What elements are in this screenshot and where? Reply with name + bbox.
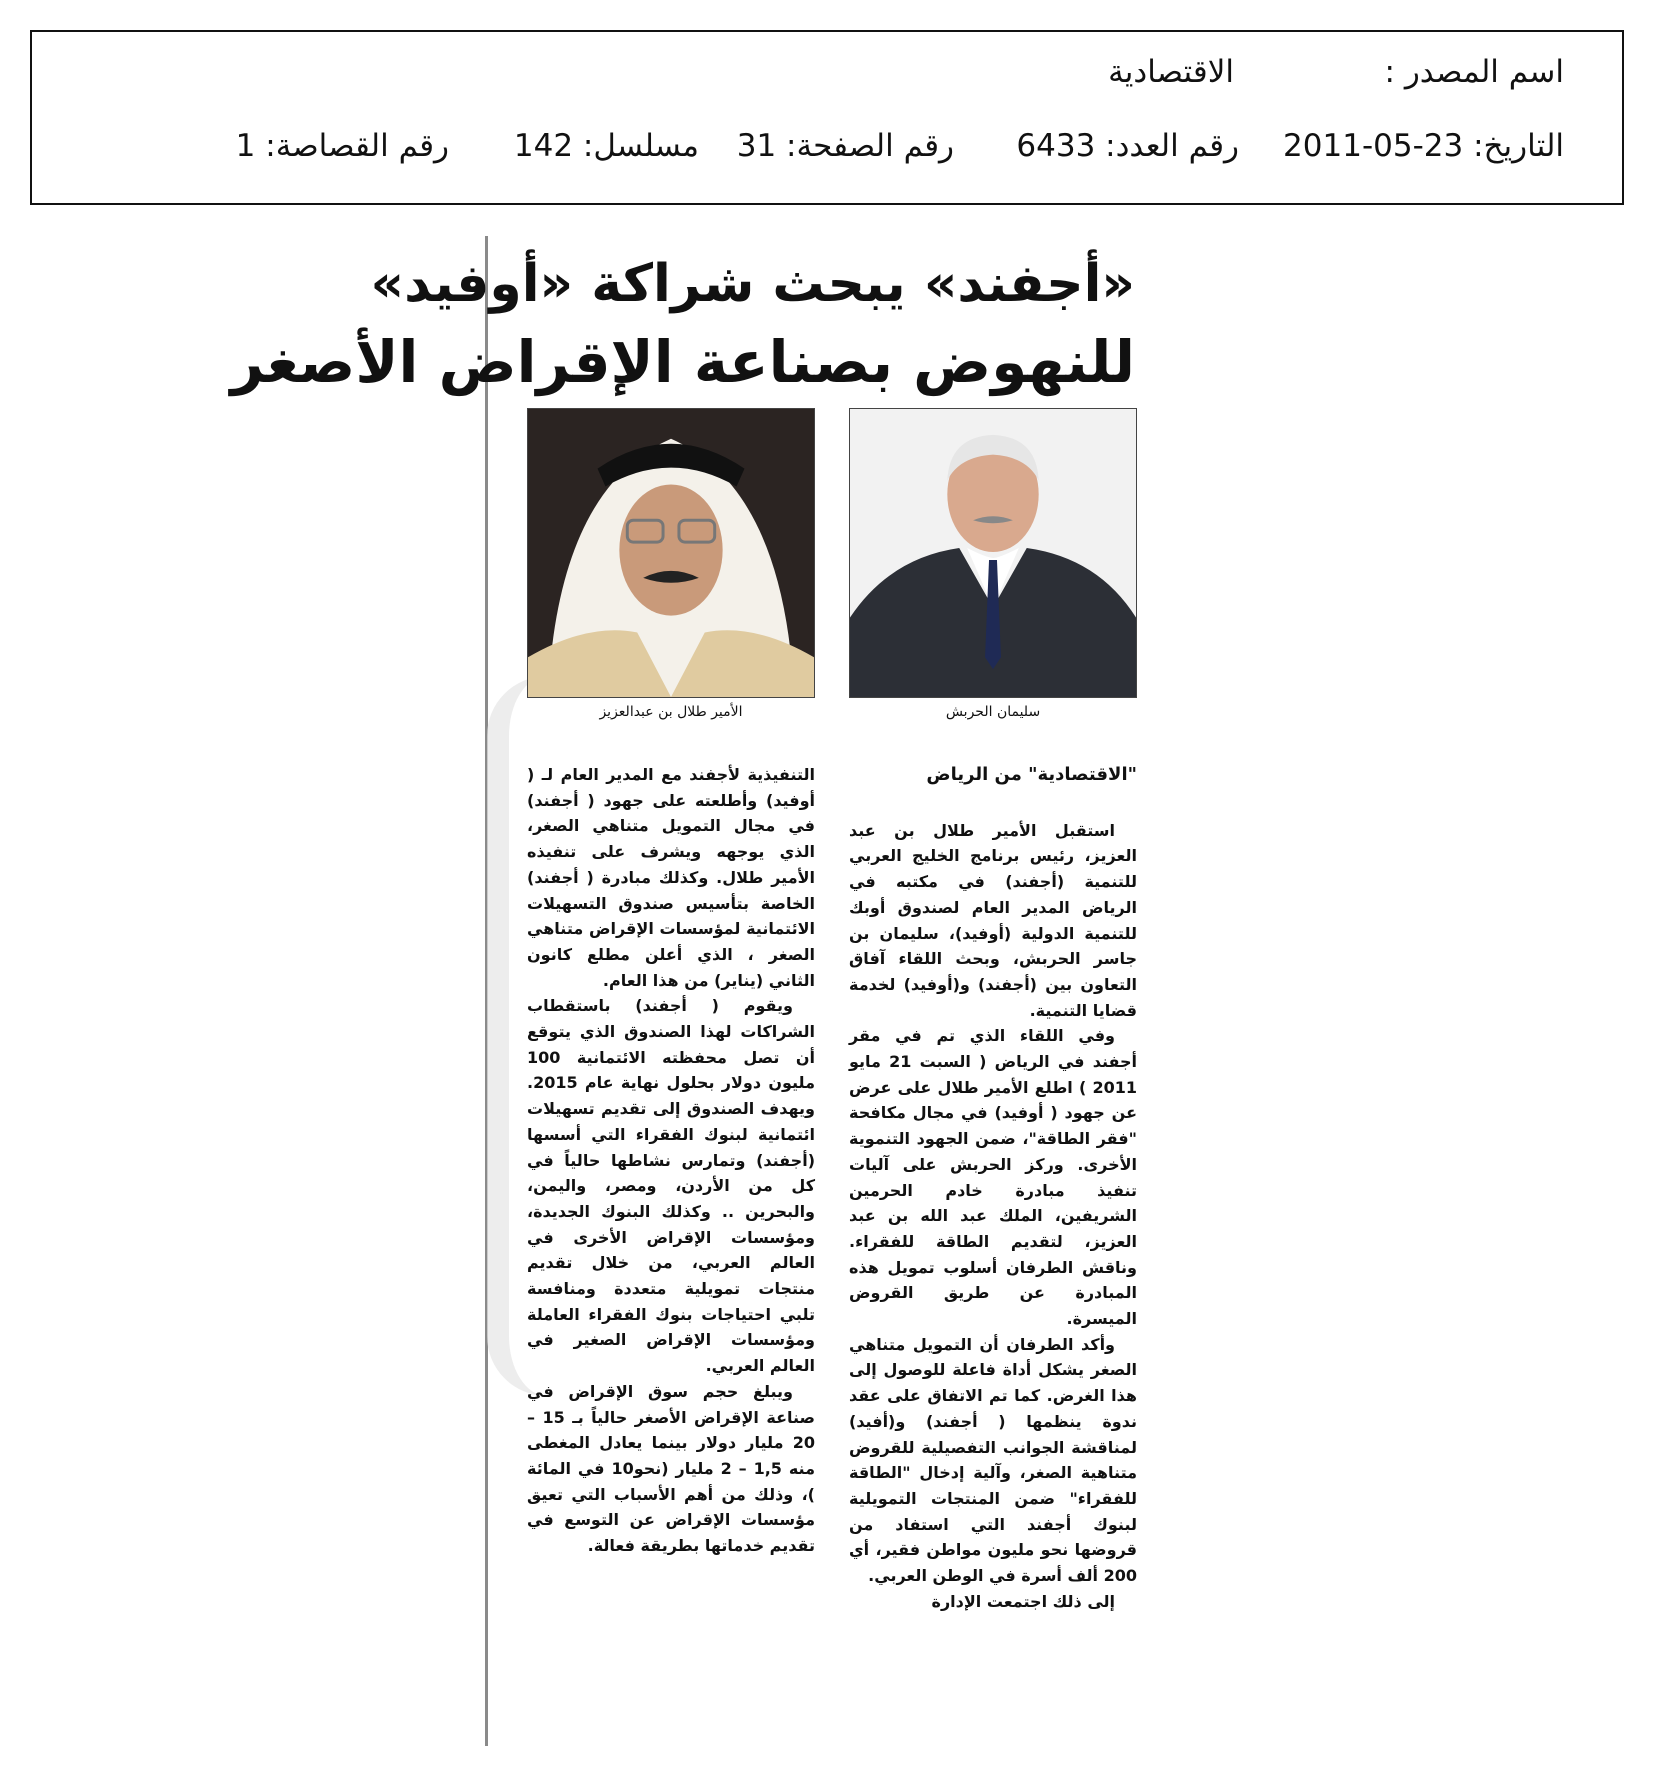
paragraph: ويبلغ حجم سوق الإقراض في صناعة الإقراض الأصغر حالياً بـ 15 – 20 مليار دولار بينما يعادل المغطى منه 1,5 – 2 مليار (نحو10 في المائة )، وذلك من أهم الأسباب التي تعيق مؤسسات الإقراض عن التوسع في تقديم خدماتها بطريقة فعالة. (527, 1381, 815, 1556)
photo-suleiman-alherbish (849, 408, 1137, 698)
serial-number: مسلسل: 142 (513, 128, 699, 164)
headline-line-1: «أجفند» يبحث شراكة «أوفيد» (370, 254, 1135, 314)
page-number: رقم الصفحة: 31 (736, 128, 954, 164)
source-value: الاقتصادية (1108, 54, 1234, 90)
source-label: اسم المصدر : (1384, 54, 1564, 90)
paragraph: وأكد الطرفان أن التمويل متناهي الصغر يشكل أداة فاعلة للوصول إلى هذا الغرض. كما تم الاتفاق على عقد ندوة ينظمها ( أجفند) و(أفيد) لمناقشة الجوانب التفصيلية للقروض متناهية الصغر، وآلية إدخال "الطاقة للفقراء" ضمن المنتجات التمويلية لبنوك أجفند التي استفاد من قروضها نحو مليون مواطن فقير، أي 200 ألف أسرة في الوطن العربي. (849, 1334, 1137, 1586)
photo-caption-left: الأمير طلال بن عبدالعزيز (599, 704, 743, 720)
article-column-right (849, 762, 1137, 1615)
paragraph: التنفيذية لأجفند مع المدير العام لـ ( أوفيد) وأطلعته على جهود ( أجفند) في مجال التمويل متناهي الصغر، الذي يوجهه ويشرف على تنفيذه الأمير طلال. وكذلك مبادرة ( أجفند) الخاصة بتأسيس صندوق التسهيلات الائتمانية لمؤسسات الإقراض متناهي الصغر ، الذي أعلن مطلع كانون الثاني (يناير) من هذا العام. (527, 765, 815, 990)
headline-line-2: للنهوض بصناعة الإقراض الأصغر (230, 328, 1135, 396)
paragraph: إلى ذلك اجتمعت الإدارة (931, 1591, 1115, 1611)
photo-prince-talal (527, 408, 815, 698)
issue-number: رقم العدد: 6433 (1016, 128, 1239, 164)
photo-caption-right: سليمان الحربش (945, 704, 1041, 720)
paragraph: وفي اللقاء الذي تم في مقر أجفند في الرياض ( السبت 21 مايو 2011 ) اطلع الأمير طلال على عرض عن جهود ( أوفيد) في مجال مكافحة "فقر الطاقة"، ضمن الجهود التنموية الأخرى. وركز الحربش على آليات تنفيذ مبادرة خادم الحرمين الشريفين، الملك عبد الله بن عبد العزيز، لتقديم الطاقة للفقراء. وناقش الطرفان أسلوب تمويل هذه المبادرة عن طريق القروض الميسرة. (849, 1026, 1137, 1329)
paragraph: ويقوم ( أجفند) باستقطاب الشراكات لهذا الصندوق الذي يتوقع أن تصل محفظته الائتمانية 100 مليون دولار بحلول نهاية عام 2015. ويهدف الصندوق إلى تقديم تسهيلات ائتمانية لبنوك الفقراء التي أسسها (أجفند) وتمارس نشاطها حالياً في كل من الأردن، ومصر، واليمن، والبحرين .. وكذلك البنوك الجديدة، ومؤسسات الإقراض الأخرى في العالم العربي، من خلال تقديم منتجات تمويلية متعددة ومنافسة تلبي احتياجات بنوك الفقراء العاملة ومؤسسات الإقراض الصغير في العالم العربي. (527, 996, 815, 1376)
date-field: التاريخ: 23-05-2011 (1283, 128, 1564, 164)
article-column-left (527, 762, 815, 1559)
dateline: "الاقتصادية" من الرياض (926, 764, 1137, 785)
clipping-metadata-box (30, 30, 1624, 205)
clipping-number: رقم القصاصة: 1 (235, 128, 449, 164)
paragraph: استقبل الأمير طلال بن عبد العزيز، رئيس برنامج الخليج العربي للتنمية (أجفند) في مكتبه في الرياض المدير العام لصندوق أوبك للتنمية الدولية (أوفيد)، سليمان بن جاسر الحربش، وبحث اللقاء آفاق التعاون بين (أجفند) و(أوفيد) لخدمة قضايا التنمية. (849, 820, 1137, 1020)
newspaper-clipping (230, 236, 1147, 1746)
